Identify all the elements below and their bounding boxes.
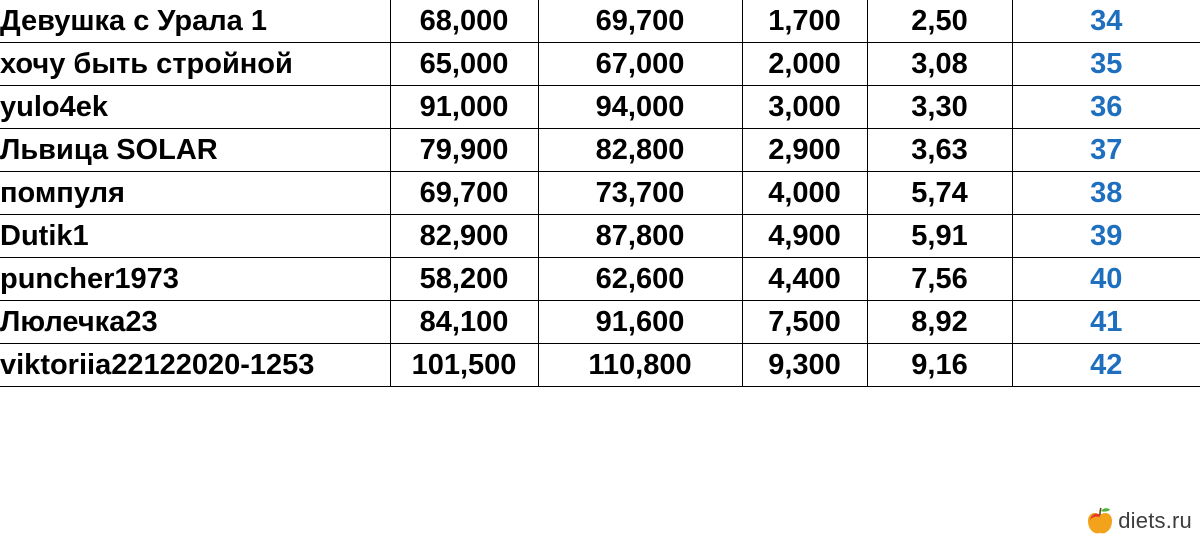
percent-cell: 7,56 — [867, 258, 1012, 301]
percent-cell: 8,92 — [867, 301, 1012, 344]
difference-cell: 4,400 — [742, 258, 867, 301]
current-weight-cell: 87,800 — [538, 215, 742, 258]
percent-cell: 3,08 — [867, 43, 1012, 86]
place-cell: 39 — [1012, 215, 1200, 258]
start-weight-cell: 69,700 — [390, 172, 538, 215]
percent-cell: 3,63 — [867, 129, 1012, 172]
place-cell: 41 — [1012, 301, 1200, 344]
start-weight-cell: 65,000 — [390, 43, 538, 86]
place-cell: 34 — [1012, 0, 1200, 43]
place-cell: 38 — [1012, 172, 1200, 215]
start-weight-cell: 84,100 — [390, 301, 538, 344]
participant-name-cell: Девушка с Урала 1 — [0, 0, 390, 43]
place-cell: 40 — [1012, 258, 1200, 301]
table-row — [0, 172, 1200, 215]
difference-cell: 7,500 — [742, 301, 867, 344]
difference-cell: 2,900 — [742, 129, 867, 172]
start-weight-cell: 101,500 — [390, 344, 538, 387]
start-weight-cell: 68,000 — [390, 0, 538, 43]
current-weight-cell: 110,800 — [538, 344, 742, 387]
diets-ru-watermark — [1086, 506, 1192, 536]
percent-cell: 5,74 — [867, 172, 1012, 215]
watermark-text: diets.ru — [1118, 508, 1192, 533]
place-cell: 37 — [1012, 129, 1200, 172]
current-weight-cell: 67,000 — [538, 43, 742, 86]
participant-name-cell: хочу быть стройной — [0, 43, 390, 86]
difference-cell: 3,000 — [742, 86, 867, 129]
participant-name-cell: помпуля — [0, 172, 390, 215]
table-row — [0, 344, 1200, 387]
table-row — [0, 301, 1200, 344]
start-weight-cell: 58,200 — [390, 258, 538, 301]
participant-name-cell: puncher1973 — [0, 258, 390, 301]
percent-cell: 9,16 — [867, 344, 1012, 387]
participant-name-cell: yulo4ek — [0, 86, 390, 129]
current-weight-cell: 91,600 — [538, 301, 742, 344]
percent-cell: 2,50 — [867, 0, 1012, 43]
percent-cell: 5,91 — [867, 215, 1012, 258]
difference-cell: 9,300 — [742, 344, 867, 387]
difference-cell: 4,000 — [742, 172, 867, 215]
table-row — [0, 86, 1200, 129]
table-row — [0, 215, 1200, 258]
place-cell: 36 — [1012, 86, 1200, 129]
percent-cell: 3,30 — [867, 86, 1012, 129]
participant-name-cell: Люлечка23 — [0, 301, 390, 344]
table-row — [0, 0, 1200, 43]
current-weight-cell: 62,600 — [538, 258, 742, 301]
participant-name-cell: viktoriia22122020-1253 — [0, 344, 390, 387]
start-weight-cell: 91,000 — [390, 86, 538, 129]
start-weight-cell: 79,900 — [390, 129, 538, 172]
table-row — [0, 129, 1200, 172]
participant-name-cell: Львица SOLAR — [0, 129, 390, 172]
table-row — [0, 258, 1200, 301]
place-cell: 42 — [1012, 344, 1200, 387]
table-row — [0, 43, 1200, 86]
start-weight-cell: 82,900 — [390, 215, 538, 258]
difference-cell: 4,900 — [742, 215, 867, 258]
current-weight-cell: 94,000 — [538, 86, 742, 129]
place-cell: 35 — [1012, 43, 1200, 86]
current-weight-cell: 82,800 — [538, 129, 742, 172]
difference-cell: 2,000 — [742, 43, 867, 86]
difference-cell: 1,700 — [742, 0, 867, 43]
current-weight-cell: 69,700 — [538, 0, 742, 43]
participant-name-cell: Dutik1 — [0, 215, 390, 258]
current-weight-cell: 73,700 — [538, 172, 742, 215]
apple-icon — [1086, 506, 1114, 536]
